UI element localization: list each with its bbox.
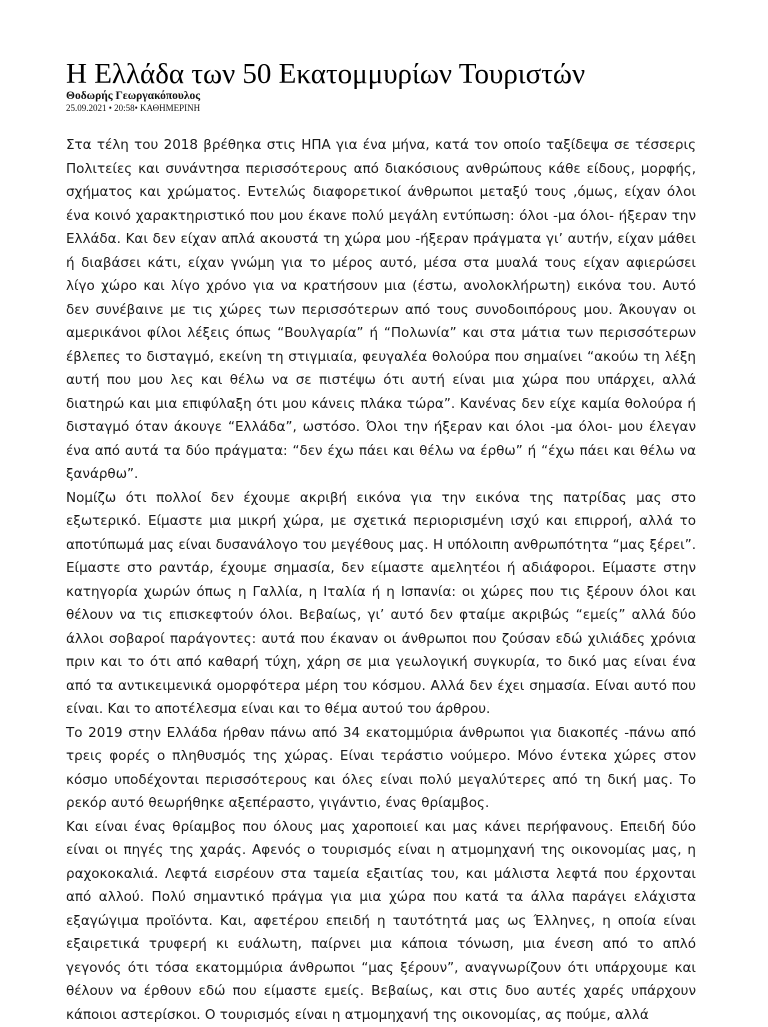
article-author: Θοδωρής Γεωργακόπουλος — [66, 90, 768, 103]
article-dateline: 25.09.2021 • 20:58• ΚΑΘΗΜΕΡΙΝΗ — [66, 103, 768, 114]
article-title: Η Ελλάδα των 50 Εκατομμυρίων Τουριστών — [66, 58, 768, 90]
article-paragraph: Στα τέλη του 2018 βρέθηκα στις ΗΠΑ για ένα μήνα, κατά τον οποίο ταξίδεψα σε τέσσερις Πολιτείες και συνάντησα περισσότερους από διακόσιους ανθρώπους κάθε είδους, μορφής, σχήματος και χρώματος. Εντελώς διαφορετικοί άνθρωποι μεταξύ τους ,όμως, είχαν όλοι ένα κοινό χαρακτηριστικό που μου έκανε πολύ μεγάλη εντύπωση: όλοι -μα όλοι- ήξεραν την Ελλάδα. Και δεν είχαν απλά ακουστά τη χώρα μου -ήξεραν πράγματα γι’ αυτήν, είχαν μάθει ή διαβάσει κάτι, είχαν γνώμη για το μέρος αυτό, μέσα στα μυαλά τους είχαν αφιερώσει λίγο χώρο και λίγο χρόνο για να κρατήσουν μια (έστω, ανολοκλήρωτη) εικόνα του. Αυτό δεν συνέβαινε με τις χώρες των περισσότερων από τους συνοδοιπόρους μου. Άκουγαν οι αμερικάνοι φίλοι λέξεις όπως “Βουλγαρία” ή “Πολωνία” και στα μάτια των περισσότερων έβλεπες το δισταγμό, εκείνη τη στιγμιαία, φευγαλέα θολούρα που σημαίνει “ακούω τη λέξη αυτή που μου λες και θέλω να σε πιστέψω ότι αυτή είναι μια χώρα που υπάρχει, αλλά διατηρώ και μια επιφύλαξη ότι μου κάνεις πλάκα τώρα”. Κανένας δεν είχε καμία θολούρα ή δισταγμό όταν άκουγε “Ελλάδα”, ωστόσο. Όλοι την ήξεραν και όλοι -μα όλοι- μου έλεγαν ένα από αυτά τα δύο πράγματα: “δεν έχω πάει και θέλω να έρθω” ή “έχω πάει και θέλω να ξανάρθω”. — [66, 134, 696, 487]
article-paragraph: Νομίζω ότι πολλοί δεν έχουμε ακριβή εικόνα για την εικόνα της πατρίδας μας στο εξωτερικό. Είμαστε μια μικρή χώρα, με σχετικά περιορισμένη ισχύ και επιρροή, αλλά το αποτύπωμά μας είναι δυσανάλογο του μεγέθους μας. Η υπόλοιπη ανθρωπότητα “μας ξέρει”. Είμαστε στο ραντάρ, έχουμε σημασία, δεν είμαστε αμελητέοι ή αδιάφοροι. Είμαστε στην κατηγορία χωρών όπως η Γαλλία, η Ιταλία ή η Ισπανία: οι χώρες που τις ξέρουν όλοι και θέλουν να τις επισκεφτούν όλοι. Βεβαίως, γι’ αυτό δεν φταίμε ακριβώς “εμείς” αλλά δύο άλλοι σοβαροί παράγοντες: αυτά που έκαναν οι άνθρωποι που ζούσαν εδώ χιλιάδες χρόνια πριν και το ότι από καθαρή τύχη, χάρη σε μια γεωλογική συγκυρία, το δικό μας είναι ένα από τα αντικειμενικά ομορφότερα μέρη του κόσμου. Αλλά δεν έχει σημασία. Είναι αυτό που είναι. Και το αποτέλεσμα είναι και το θέμα αυτού του άρθρου. — [66, 487, 696, 722]
article-paragraph: Και είναι ένας θρίαμβος που όλους μας χαροποιεί και μας κάνει περήφανους. Επειδή δύο είναι οι πηγές της χαράς. Αφενός ο τουρισμός είναι η ατμομηχανή της οικονομίας μας, η ραχοκοκαλιά. Λεφτά εισρέουν στα ταμεία εξαιτίας του, και μάλιστα λεφτά που έρχονται από αλλού. Πολύ σημαντικό πράγμα για μια χώρα που κατά τα άλλα παράγει ελάχιστα εξαγώγιμα προϊόντα. Και, αφετέρου επειδή η ταυτότητά μας ως Έλληνες, η οποία είναι εξαιρετικά τρυφερή κι ευάλωτη, παίρνει μια κάποια τόνωση, μια ένεση από το απλό γεγονός ότι τόσα εκατομμύρια άνθρωποι “μας ξέρουν”, αναγνωρίζουν ότι υπάρχουμε και θέλουν να έρθουν εδώ που είμαστε εμείς. Βεβαίως, και στις δυο αυτές χαρές υπάρχουν κάποιοι αστερίσκοι. Ο τουρισμός είναι η ατμομηχανή της οικονομίας, ας πούμε, αλλά — [66, 816, 696, 1027]
article-paragraph: Το 2019 στην Ελλάδα ήρθαν πάνω από 34 εκατομμύρια άνθρωποι για διακοπές -πάνω από τρεις φορές ο πληθυσμός της χώρας. Είναι τεράστιο νούμερο. Μόνο έντεκα χώρες στον κόσμο υποδέχονται περισσότερους και όλες είναι πολύ μεγαλύτερες από τη δική μας. Το ρεκόρ αυτό θεωρήθηκε αξεπέραστο, γιγάντιο, ένας θρίαμβος. — [66, 722, 696, 816]
article-body — [66, 134, 696, 1027]
